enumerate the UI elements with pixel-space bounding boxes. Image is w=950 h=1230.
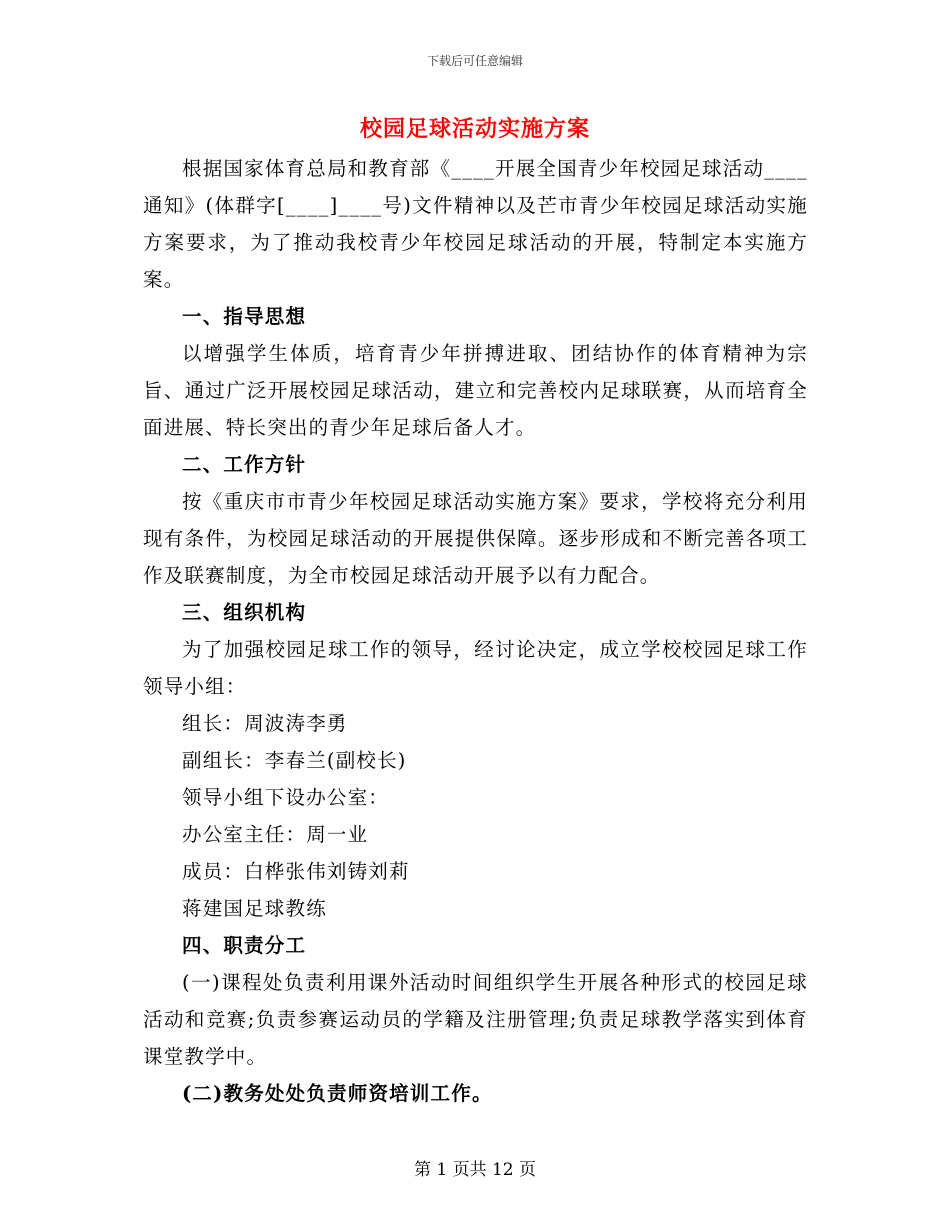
section-heading-organization: 三、组织机构	[182, 601, 307, 624]
coach-line: 蒋建国足球教练	[182, 897, 327, 920]
page-header: 下载后可任意编辑	[426, 54, 523, 68]
document-body	[143, 150, 808, 1112]
section-heading-work-policy: 二、工作方针	[182, 453, 307, 476]
section-heading-responsibilities: 四、职责分工	[182, 934, 307, 957]
office-line: 领导小组下设办公室：	[182, 786, 390, 809]
page-footer: 第 1 页共 12 页	[413, 1160, 537, 1180]
document-title: 校园足球活动实施方案	[359, 116, 590, 142]
responsibility-item-1: (一)课程处负责利用课外活动时间组织学生开展各种形式的校园足球活动和竞赛;负责参赛运动员的学籍及注册管理;负责足球教学落实到体育课堂教学中。	[143, 971, 808, 1068]
guiding-ideology-paragraph: 以增强学生体质，培育青少年拼搏进取、团结协作的体育精神为宗旨、通过广泛开展校园足球活动，建立和完善校内足球联赛，从而培育全面进展、特长突出的青少年足球后备人才。	[143, 342, 808, 439]
members-line: 成员：白桦张伟刘铸刘莉	[182, 860, 410, 883]
leader-line: 组长：周波涛李勇	[182, 712, 348, 735]
work-policy-paragraph: 按《重庆市市青少年校园足球活动实施方案》要求，学校将充分利用现有条件，为校园足球活动的开展提供保障。逐步形成和不断完善各项工作及联赛制度，为全市校园足球活动开展予以有力配合。	[143, 490, 808, 587]
vice-leader-line: 副组长：李春兰(副校长)	[182, 749, 407, 772]
organization-paragraph: 为了加强校园足球工作的领导，经讨论决定，成立学校校园足球工作领导小组：	[143, 638, 808, 698]
intro-paragraph: 根据国家体育总局和教育部《____开展全国青少年校园足球活动____通知》(体群字[____]____号)文件精神以及芒市青少年校园足球活动实施方案要求，为了推动我校青少年校园足球活动的开展，特制定本实施方案。	[143, 157, 808, 291]
section-heading-guiding-ideology: 一、指导思想	[182, 305, 307, 328]
office-director-line: 办公室主任：周一业	[182, 823, 369, 846]
responsibility-item-2: (二)教务处处负责师资培训工作。	[182, 1082, 493, 1105]
